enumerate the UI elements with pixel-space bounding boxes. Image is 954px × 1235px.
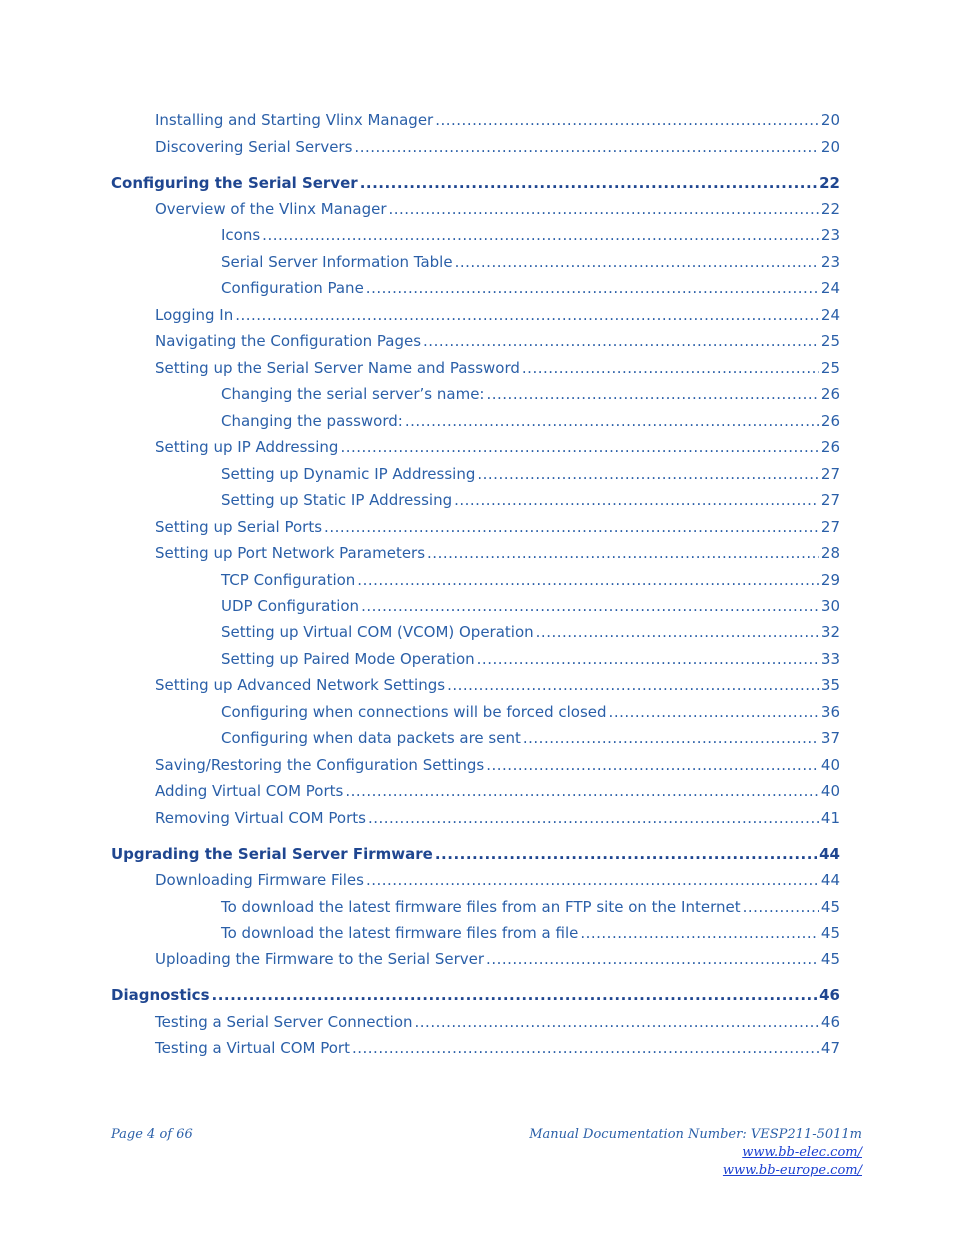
dot-leader [435,111,819,129]
toc-entry-page: 25 [820,359,840,377]
toc-entry-title: Setting up Static IP Addressing [221,491,453,509]
dot-leader [486,756,819,774]
toc-entry-title: Navigating the Configuration Pages [155,332,422,350]
dot-leader [477,650,819,668]
toc-entry-title: Icons [221,226,261,244]
toc-entry-title: Upgrading the Serial Server Firmware [111,845,433,863]
toc-entry[interactable] [155,544,840,562]
toc-entry-page: 40 [820,782,840,800]
toc-entry-page: 41 [820,809,840,827]
toc-chapter[interactable] [111,174,840,192]
toc-entry[interactable] [155,518,840,536]
bb-europe-link[interactable]: www.bb-europe.com/ [722,1163,862,1178]
toc-entry-title: TCP Configuration [221,571,356,589]
toc-entry[interactable] [155,1013,840,1031]
dot-leader [340,438,818,456]
toc-entry-page: 22 [819,174,840,192]
toc-entry-title: Logging In [155,306,234,324]
dot-leader [357,571,819,589]
toc-entry-page: 29 [820,571,840,589]
toc-entry[interactable] [155,809,840,827]
toc-entry-page: 27 [820,518,840,536]
toc-entry-page: 45 [820,898,840,916]
toc-entry-page: 36 [820,703,840,721]
toc-entry-title: Setting up IP Addressing [155,438,339,456]
toc-entry-page: 46 [819,986,840,1004]
toc-entry-page: 30 [820,597,840,615]
dot-leader [447,676,819,694]
toc-entry-title: Changing the password: [221,412,403,430]
dot-leader [405,412,819,430]
toc-entry-page: 27 [820,491,840,509]
toc-entry-page: 32 [820,623,840,641]
toc-entry-title: Setting up Advanced Network Settings [155,676,446,694]
toc-entry-page: 27 [820,465,840,483]
bb-elec-link[interactable]: www.bb-elec.com/ [742,1145,862,1160]
toc-entry-title: Setting up Paired Mode Operation [221,650,475,668]
toc-entry-title: Configuring when data packets are sent [221,729,521,747]
toc-entry-page: 26 [820,385,840,403]
toc-entry[interactable] [155,950,840,968]
toc-entry-title: Testing a Virtual COM Port [155,1039,350,1057]
dot-leader [235,306,819,324]
dot-leader [454,491,819,509]
toc-entry-title: Testing a Serial Server Connection [155,1013,413,1031]
toc-entry[interactable] [155,306,840,324]
dot-leader [743,898,819,916]
doc-number: Manual Documentation Number: VESP211-5011m [529,1127,862,1142]
dot-leader [477,465,819,483]
toc-chapter[interactable] [111,986,840,1004]
toc-entry-page: 44 [820,871,840,889]
dot-leader [423,332,819,350]
toc-entry-title: Configuration Pane [221,279,364,297]
dot-leader [455,253,819,271]
toc-entry[interactable] [221,729,840,747]
toc-entry-title: Diagnostics [111,986,210,1004]
toc-entry-title: Downloading Firmware Files [155,871,364,889]
toc-entry-title: UDP Configuration [221,597,360,615]
toc-entry[interactable] [155,676,840,694]
dot-leader [389,200,819,218]
toc-entry[interactable] [221,491,840,509]
toc-entry[interactable] [155,1039,840,1057]
dot-leader [435,845,817,863]
toc-entry-page: 20 [820,138,840,156]
toc-entry[interactable] [155,782,840,800]
toc-entry[interactable] [155,438,840,456]
dot-leader [427,544,819,562]
toc-entry-title: Changing the serial server’s name: [221,385,485,403]
toc-chapter[interactable] [111,845,840,863]
toc-entry[interactable] [155,756,840,774]
toc-entry[interactable] [221,571,840,589]
toc-entry[interactable] [155,138,840,156]
toc-entry[interactable] [155,871,840,889]
dot-leader [522,359,819,377]
toc-entry[interactable] [221,898,840,916]
toc-entry[interactable] [221,465,840,483]
dot-leader [580,924,819,942]
toc-entry[interactable] [155,332,840,350]
toc-entry-title: Adding Virtual COM Ports [155,782,344,800]
dot-leader [352,1039,819,1057]
dot-leader [486,950,819,968]
toc-entry-title: To download the latest firmware files from a file [221,924,579,942]
dot-leader [368,809,819,827]
dot-leader [262,226,819,244]
toc-entry-page: 33 [820,650,840,668]
toc-entry-title: To download the latest firmware files from an FTP site on the Internet [221,898,741,916]
toc-entry-page: 37 [820,729,840,747]
toc-entry-page: 28 [820,544,840,562]
toc-entry-title: Overview of the Vlinx Manager [155,200,387,218]
toc-entry-title: Discovering Serial Servers [155,138,353,156]
toc-entry-page: 40 [820,756,840,774]
toc-entry[interactable] [155,111,840,129]
toc-entry[interactable] [221,623,840,641]
toc-entry-page: 23 [820,226,840,244]
dot-leader [415,1013,819,1031]
toc-entry-page: 25 [820,332,840,350]
toc-entry-page: 35 [820,676,840,694]
toc-entry-page: 24 [820,279,840,297]
toc-entry-title: Configuring when connections will be forced closed [221,703,607,721]
dot-leader [366,871,819,889]
dot-leader [354,138,818,156]
dot-leader [536,623,819,641]
toc-entry[interactable] [221,412,840,430]
dot-leader [324,518,819,536]
toc-entry[interactable] [155,200,840,218]
toc-entry[interactable] [155,359,840,377]
toc-entry-title: Setting up Virtual COM (VCOM) Operation [221,623,534,641]
toc-entry-title: Uploading the Firmware to the Serial Server [155,950,485,968]
toc-entry[interactable] [221,226,840,244]
toc-entry[interactable] [221,385,840,403]
dot-leader [486,385,818,403]
toc-entry-title: Installing and Starting Vlinx Manager [155,111,434,129]
toc-entry[interactable] [221,597,840,615]
toc-entry-title: Setting up the Serial Server Name and Password [155,359,520,377]
toc-entry-title: Setting up Port Network Parameters [155,544,426,562]
toc-entry-title: Setting up Dynamic IP Addressing [221,465,476,483]
dot-leader [366,279,819,297]
dot-leader [361,597,819,615]
toc-entry-page: 20 [820,111,840,129]
toc-entry-page: 45 [820,924,840,942]
toc-entry[interactable] [221,924,840,942]
dot-leader [609,703,819,721]
dot-leader [523,729,819,747]
dot-leader [360,174,817,192]
toc-entry-page: 24 [820,306,840,324]
toc-entry-title: Removing Virtual COM Ports [155,809,366,827]
toc-entry-title: Serial Server Information Table [221,253,453,271]
toc-entry-page: 45 [820,950,840,968]
dot-leader [212,986,818,1004]
toc-entry[interactable] [221,650,840,668]
toc-entry-page: 26 [820,412,840,430]
toc-entry-page: 22 [820,200,840,218]
toc-entry-page: 26 [820,438,840,456]
toc-entry-page: 47 [820,1039,840,1057]
toc-entry-title: Saving/Restoring the Configuration Settings [155,756,485,774]
page-number: Page 4 of 66 [111,1127,193,1142]
toc-entry[interactable] [221,253,840,271]
toc-entry-page: 46 [820,1013,840,1031]
toc-entry-title: Setting up Serial Ports [155,518,323,536]
toc-entry-page: 23 [820,253,840,271]
dot-leader [345,782,819,800]
toc-entry-title: Configuring the Serial Server [111,174,358,192]
toc-entry[interactable] [221,279,840,297]
toc-entry[interactable] [221,703,840,721]
toc-entry-page: 44 [819,845,840,863]
